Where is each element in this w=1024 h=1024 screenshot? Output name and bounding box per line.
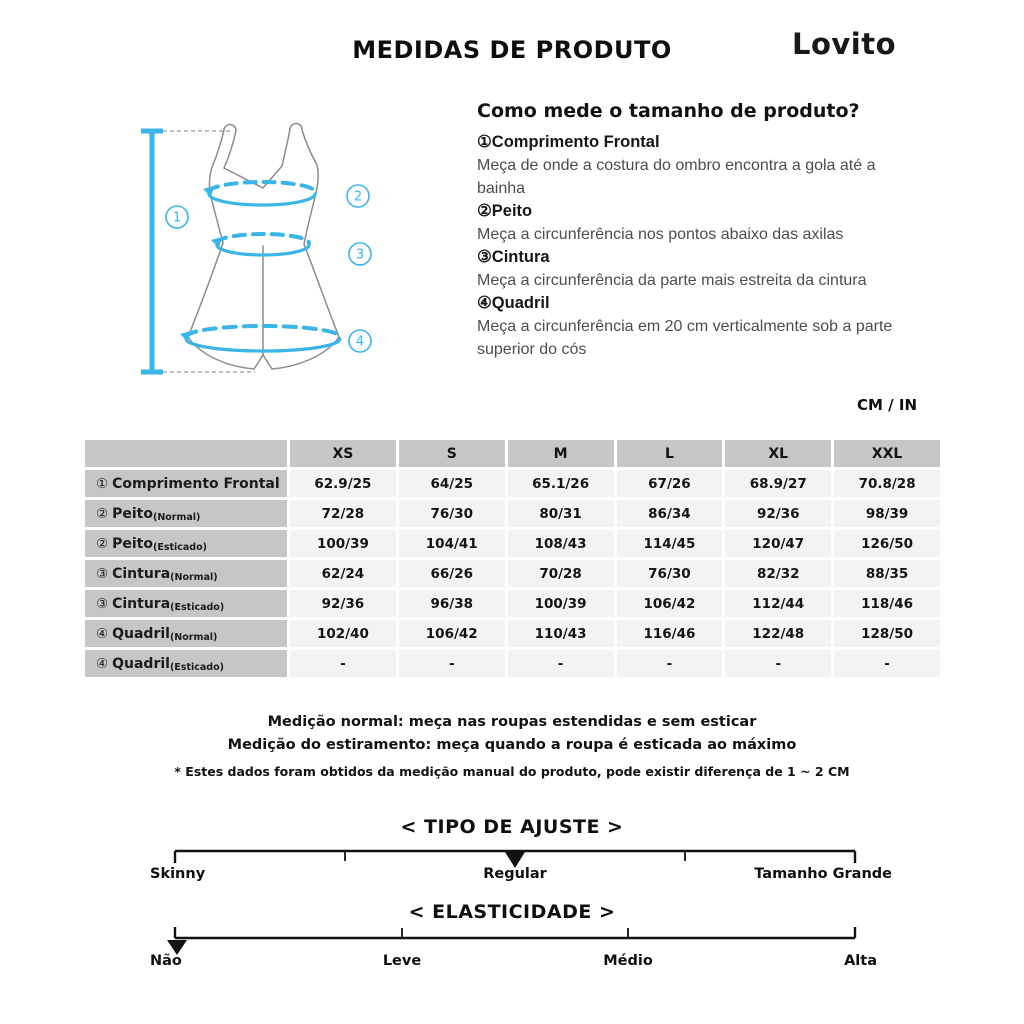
row-variant: (Esticado) [169, 662, 224, 673]
marker-3: 3 [355, 247, 365, 263]
size-value-cell: 68.9/27 [725, 470, 831, 497]
size-column-header: L [617, 440, 723, 467]
row-number: ③ [96, 595, 109, 612]
row-variant: (Normal) [170, 572, 218, 583]
size-value-cell: 110/43 [508, 620, 614, 647]
size-column-header: S [399, 440, 505, 467]
size-value-cell: 64/25 [399, 470, 505, 497]
row-label [85, 560, 287, 587]
elasticity-label-medio: Médio [603, 953, 653, 969]
size-value-cell: 102/40 [290, 620, 396, 647]
size-value-cell: 76/30 [399, 500, 505, 527]
size-value-cell: 112/44 [725, 590, 831, 617]
length-measure-line [141, 131, 163, 372]
size-value-cell: 118/46 [834, 590, 940, 617]
size-value-cell: 128/50 [834, 620, 940, 647]
note-disclaimer: * Estes dados foram obtidos da medição manual do produto, pode existir diferença de 1 ~ 2 CM [174, 764, 850, 779]
row-label [85, 620, 287, 647]
size-value-cell: 88/35 [834, 560, 940, 587]
fit-label-regular: Regular [483, 866, 547, 882]
fit-label-skinny: Skinny [150, 866, 206, 882]
note-stretch: Medição do estiramento: meça quando a roupa é esticada ao máximo [227, 737, 797, 753]
row-measure-name: Peito [112, 505, 153, 522]
garment-outline [188, 123, 339, 369]
row-number: ④ [96, 655, 109, 672]
instructions-heading: Como mede o tamanho de produto? [477, 100, 860, 122]
instruction-item-title: ①Comprimento Frontal [477, 133, 660, 151]
marker-2: 2 [353, 189, 363, 205]
size-value-cell: 96/38 [399, 590, 505, 617]
row-variant: (Normal) [152, 512, 201, 523]
instruction-item-title: ②Peito [477, 202, 533, 220]
row-label [85, 650, 287, 677]
row-measure-name: Comprimento Frontal [112, 475, 280, 492]
size-value-cell: 80/31 [508, 500, 614, 527]
row-measure-name: Quadril [112, 625, 170, 642]
size-value-cell: 116/46 [617, 620, 723, 647]
size-value-cell: 70.8/28 [834, 470, 940, 497]
size-value-cell: - [725, 650, 831, 677]
size-column-header: XXL [834, 440, 940, 467]
size-value-cell: 126/50 [834, 530, 940, 557]
marker-1: 1 [172, 210, 182, 226]
row-number: ③ [96, 565, 109, 582]
row-number: ④ [96, 625, 109, 642]
elasticity-scale-axis [148, 920, 908, 960]
size-column-header: XS [290, 440, 396, 467]
size-value-cell: 100/39 [290, 530, 396, 557]
size-value-cell: 104/41 [399, 530, 505, 557]
size-value-cell: - [508, 650, 614, 677]
row-measure-name: Cintura [112, 565, 171, 582]
size-column-header: M [508, 440, 614, 467]
row-variant: (Esticado) [170, 602, 225, 613]
row-label [85, 470, 287, 497]
unit-label: CM / IN [857, 396, 917, 414]
size-value-cell: 108/43 [508, 530, 614, 557]
instruction-item-title: ③Cintura [477, 248, 550, 266]
size-value-cell: 72/28 [290, 500, 396, 527]
size-value-cell: 106/42 [399, 620, 505, 647]
instruction-item-desc: Meça a circunferência da parte mais estreita da cintura [477, 272, 867, 289]
row-label [85, 530, 287, 557]
fit-label-tamanho-grande: Tamanho Grande [754, 866, 892, 882]
row-measure-name: Cintura [112, 595, 171, 612]
row-number: ② [96, 535, 109, 552]
elasticity-label-leve: Leve [382, 953, 422, 969]
size-value-cell: 82/32 [725, 560, 831, 587]
size-value-cell: 67/26 [617, 470, 723, 497]
instruction-item-desc: Meça de onde a costura do ombro encontra a gola até a bainha [477, 157, 876, 197]
size-value-cell: - [834, 650, 940, 677]
size-column-header: XL [725, 440, 831, 467]
size-value-cell: 65.1/26 [508, 470, 614, 497]
size-value-cell: - [617, 650, 723, 677]
measurement-notes [0, 711, 1024, 779]
row-variant: (Esticado) [152, 542, 207, 553]
garment-measurement-diagram [130, 110, 460, 400]
row-measure-name: Peito [112, 535, 153, 552]
note-normal: Medição normal: meça nas roupas estendidas e sem esticar [267, 714, 757, 730]
elasticity-label-alta: Alta [844, 953, 877, 969]
row-number: ① [96, 475, 109, 492]
circumference-marks [180, 182, 340, 351]
instruction-list [477, 131, 927, 361]
size-value-cell: 92/36 [290, 590, 396, 617]
size-value-cell: 76/30 [617, 560, 723, 587]
size-value-cell: 122/48 [725, 620, 831, 647]
size-value-cell: 66/26 [399, 560, 505, 587]
size-value-cell: 98/39 [834, 500, 940, 527]
row-variant: (Normal) [169, 632, 218, 643]
instruction-item-title: ④Quadril [477, 294, 550, 312]
row-measure-name: Quadril [112, 655, 170, 672]
size-value-cell: 106/42 [617, 590, 723, 617]
row-label [85, 500, 287, 527]
marker-4: 4 [355, 334, 365, 350]
size-table [85, 440, 940, 677]
size-value-cell: 92/36 [725, 500, 831, 527]
size-value-cell: 62/24 [290, 560, 396, 587]
table-corner-cell [85, 440, 287, 467]
fit-scale-heading: < TIPO DE AJUSTE > [400, 816, 624, 838]
row-label [85, 590, 287, 617]
page-title: MEDIDAS DE PRODUTO [352, 36, 672, 64]
size-value-cell: - [399, 650, 505, 677]
size-value-cell: 62.9/25 [290, 470, 396, 497]
row-number: ② [96, 505, 109, 522]
size-value-cell: 86/34 [617, 500, 723, 527]
elasticity-label-nao: Não [150, 953, 182, 969]
size-value-cell: 100/39 [508, 590, 614, 617]
brand-logo: Lovito [792, 27, 897, 61]
size-value-cell: 70/28 [508, 560, 614, 587]
size-value-cell: - [290, 650, 396, 677]
size-value-cell: 120/47 [725, 530, 831, 557]
instruction-item-desc: Meça a circunferência em 20 cm verticalmente sob a parte superior do cós [477, 318, 893, 358]
instruction-item-desc: Meça a circunferência nos pontos abaixo das axilas [477, 226, 844, 243]
elasticity-scale-heading: < ELASTICIDADE > [408, 901, 616, 923]
size-value-cell: 114/45 [617, 530, 723, 557]
measuring-instructions [477, 100, 927, 361]
guide-dashed-lines [163, 131, 255, 372]
